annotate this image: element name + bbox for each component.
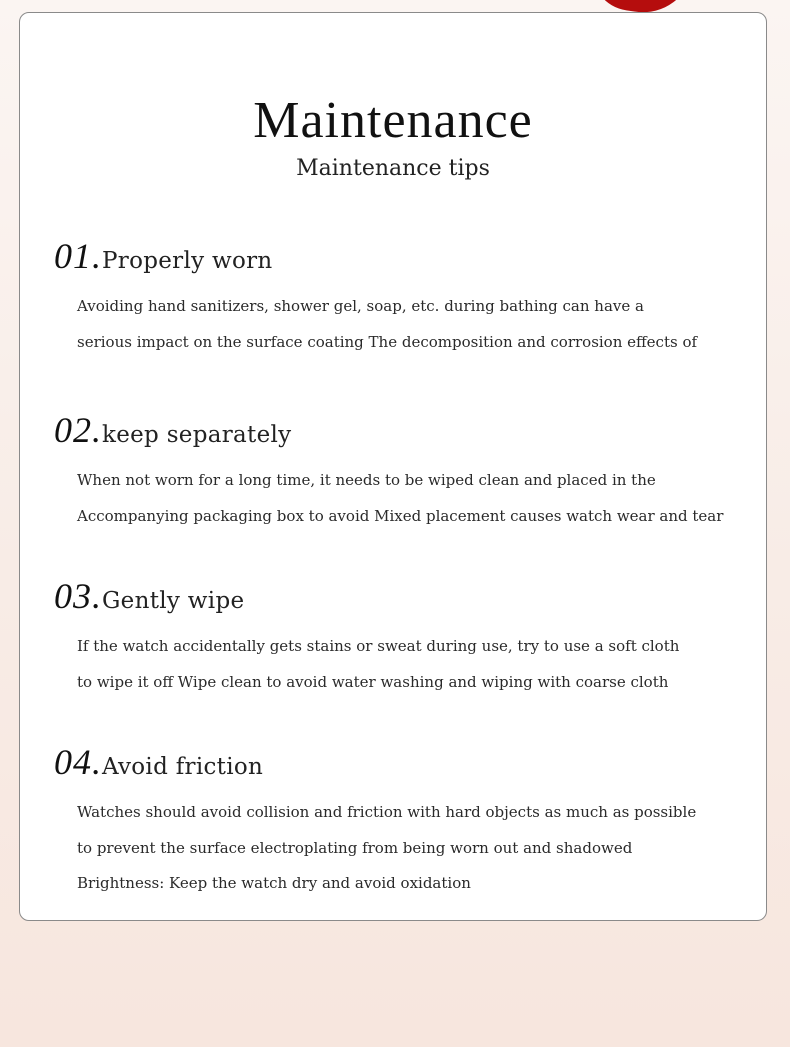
tip-text-line: If the watch accidentally gets stains or sweat during use, try to use a soft cloth [77, 637, 680, 655]
tip-description [77, 289, 754, 360]
tip-text-line: Brightness: Keep the watch dry and avoid oxidation [77, 874, 471, 892]
tip-heading [54, 573, 754, 619]
tip-title: Avoid friction [102, 754, 264, 780]
tip-title: keep separately [102, 422, 292, 448]
tip-text-line: to wipe it off Wipe clean to avoid water washing and wiping with coarse cloth [77, 672, 669, 691]
tip-description [77, 795, 754, 902]
tip-text-line: Accompanying packaging box to avoid Mixed placement causes watch wear and tear [77, 506, 724, 525]
tip-title: Gently wipe [102, 588, 245, 614]
tip-avoid-friction [54, 739, 754, 902]
tip-heading [54, 233, 754, 279]
tip-heading [54, 739, 754, 785]
tip-number: 02. [54, 410, 102, 450]
tip-title: Properly worn [102, 248, 273, 274]
tip-text-line: to prevent the surface electroplating from being worn out and shadowed [77, 838, 633, 857]
maintenance-card [19, 12, 767, 921]
tip-keep-separately [54, 407, 754, 534]
page-subtitle: Maintenance tips [296, 156, 490, 181]
tip-text-line: serious impact on the surface coating The decomposition and corrosion effects of [77, 332, 698, 351]
tip-description [77, 629, 754, 700]
tip-description [77, 463, 754, 534]
tip-heading [54, 407, 754, 453]
tip-gently-wipe [54, 573, 754, 700]
tip-number: 04. [54, 742, 102, 782]
tip-number: 01. [54, 236, 102, 276]
page-title: Maintenance [253, 92, 533, 149]
tip-properly-worn [54, 233, 754, 360]
tip-number: 03. [54, 576, 102, 616]
tip-text-line: When not worn for a long time, it needs to be wiped clean and placed in the [77, 471, 656, 489]
tip-text-line: Watches should avoid collision and friction with hard objects as much as possible [77, 803, 697, 821]
tip-text-line: Avoiding hand sanitizers, shower gel, soap, etc. during bathing can have a [77, 297, 644, 315]
